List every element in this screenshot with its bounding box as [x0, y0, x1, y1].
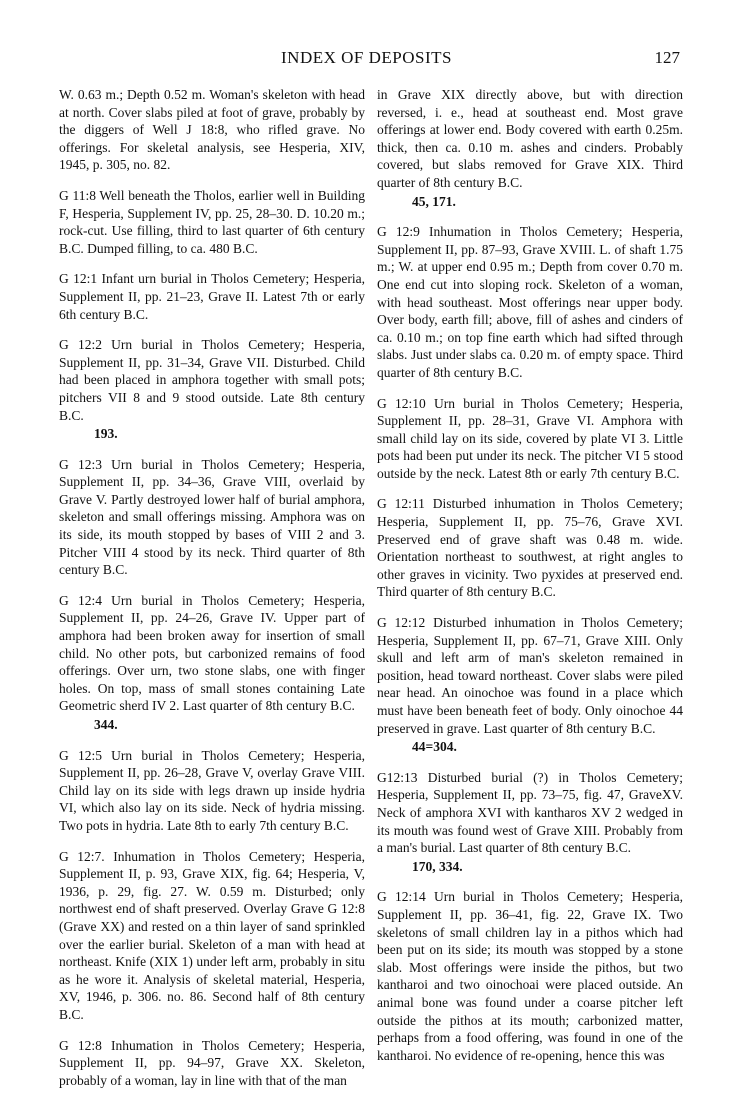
entry-text: G 12:2 Urn burial in Tholos Cemetery; Hesperia, Supplement II, pp. 31–34, Grave VII. Disturbed. Child had been placed in amphora together with small pots; pitchers VII 8 and 9 stood outside. Late 8th century B.C.: [59, 337, 365, 423]
entry-text: G 12:10 Urn burial in Tholos Cemetery; Hesperia, Supplement II, pp. 28–31, Grave VI. Amphora with small child lay on its side, covered by plate VI 3. Little pots had been put under its neck. The pitcher VI 5 stood outside by the neck. Latest 8th or early 7th century B.C.: [377, 395, 683, 481]
entry-text: G 12:4 Urn burial in Tholos Cemetery; Hesperia, Supplement II, pp. 24–26, Grave IV. Upper part of amphora had been broken away for insertion of small child. No other pots, but carbonized remains of food offerings. Over urn, two stone slabs, one with finger holes. On top, mass of small stones containing Late Geometric sherd IV 2. Last quarter of 8th century B.C.: [59, 592, 365, 714]
page-number: 127: [654, 48, 680, 67]
running-header: [0, 48, 733, 72]
deposit-entry: [377, 769, 683, 876]
catalogue-refs: 344.: [94, 717, 118, 732]
deposit-entry: [59, 270, 365, 323]
left-column: [59, 86, 365, 1102]
catalogue-refs: 193.: [94, 426, 118, 442]
deposit-entry: [377, 223, 683, 381]
entry-text: G 12:12 Disturbed inhumation in Tholos Cemetery; Hesperia, Supplement II, pp. 67–71, Grave XIII. Only skull and left arm of man's skeleton remained in position, head toward northeast. Cover slabs were piled near head. An oinochoe was found in a place which must have been beneath feet of body. Only oinochoe 44 preserved in grave. Last quarter of 8th century B.C.: [377, 615, 683, 736]
entry-text: G 12:11 Disturbed inhumation in Tholos Cemetery; Hesperia, Supplement II, pp. 75–76, Grave XVI. Preserved end of grave shaft was 0.48 m. wide. Orientation northeast to southwest, at right angles to other graves in vicinity. Two pyxides at preserved end. Third quarter of 8th century B.C.: [377, 496, 683, 600]
deposit-entry: [59, 86, 365, 174]
deposit-entry: [59, 848, 365, 1024]
entry-text: G 12:14 Urn burial in Tholos Cemetery; Hesperia, Supplement II, pp. 36–41, fig. 22, Grave IX. Two skeletons of small children lay in a pithos which had been put on its side; its mouth was stopped by a stone slab. Most offerings were inside the pithos, but two kantharoi and two oinochoai were placed outside. An animal bone was found under a coarse pitcher left outside the pithos at its mouth; carbonized matter, perhaps from a food offering, was found in one of the kantharoi. No evidence of re-opening, hence this was: [377, 889, 683, 1063]
deposit-entry: [377, 888, 683, 1064]
entry-text: G 12:5 Urn burial in Tholos Cemetery; Hesperia, Supplement II, pp. 26–28, Grave V, overlay Grave VIII. Child lay on its side with legs drawn up inside hydria VI, which also lay on its side. Neck of hydria missing. Two pots in hydria. Late 8th to early 7th century B.C.: [59, 747, 365, 833]
entry-text: G 12:7. Inhumation in Tholos Cemetery; Hesperia, Supplement II, p. 93, Grave XIX, fig. 64; Hesperia, V, 1936, p. 29, fig. 27. W. 0.59 m. Disturbed; only northwest end of shaft preserved. Overlay Grave G 12:8 (Grave XX) and rested on a thin layer of sand sprinkled over the earlier burial. Skeleton of a man with head at northeast. Knife (XIX 1) under left arm, probably in situ as he wore it. Analysis of skeletal material, Hesperia, XV, 1946, p. 306. no. 86. Second half of 8th century B.C.: [59, 848, 365, 1022]
deposit-entry: [59, 592, 365, 734]
deposit-entry: [59, 456, 365, 579]
entry-text: G12:13 Disturbed burial (?) in Tholos Cemetery; Hesperia, Supplement II, pp. 73–75, fig. 47, GraveXV. Neck of amphora XVI with kantharos XV 2 wedged in its mouth was found west of Grave XIII. Probably from a man's burial. Last quarter of 8th century B.C.: [377, 769, 683, 856]
deposit-entry: [59, 1037, 365, 1090]
deposit-entry: [59, 187, 365, 257]
entry-text: G 12:9 Inhumation in Tholos Cemetery; Hesperia, Supplement II, pp. 87–93, Grave XVIII. L. of shaft 1.75 m.; W. at upper end 0.95 m.; Depth from cover 0.70 m. One end cut into sloping rock. Skeleton of a woman, with head southeast. Most offerings near upper body. Over body, earth fill; above, fill of ashes and cinders of ca. 0.10 m.; on top fine earth which had sifted through slabs. Just under slabs ca. 0.20 m. of empty space. Third quarter of 8th century B.C.: [377, 224, 683, 380]
entry-text: G 12:8 Inhumation in Tholos Cemetery; Hesperia, Supplement II, pp. 94–97, Grave XX. Skeleton, probably of a woman, lay in line with that of the man: [59, 1037, 365, 1088]
page-title: INDEX OF DEPOSITS: [281, 48, 452, 67]
deposit-entry: [377, 614, 683, 756]
entry-text: G 11:8 Well beneath the Tholos, earlier well in Building F, Hesperia, Supplement IV, pp. 25, 28–30. D. 10.20 m.; rock-cut. Use filling, third to last quarter of 6th century B.C. Dumped filling, to ca. 480 B.C.: [59, 187, 365, 256]
deposit-entry: [377, 395, 683, 483]
catalogue-refs: 44=304.: [412, 739, 457, 755]
entry-text: in Grave XIX directly above, but with direction reversed, i. e., head at southeast end. Most grave offerings at lower end. Body covered with earth 0.25m. thick, then ca. 0.10 m. ashes and cinders. Probably covered, but slabs removed for Grave XIX. Third quarter of 8th century B.C.: [377, 87, 683, 190]
entry-text: W. 0.63 m.; Depth 0.52 m. Woman's skeleton with head at north. Cover slabs piled at foot of grave, probably by the diggers of Well J 18:8, who rifled grave. No offerings. For skeletal analysis, see Hesperia, XIV, 1945, p. 305, no. 82.: [59, 87, 365, 173]
entry-text: G 12:1 Infant urn burial in Tholos Cemetery; Hesperia, Supplement II, pp. 21–23, Grave II. Latest 7th or early 6th century B.C.: [59, 271, 365, 322]
deposit-entry: [377, 86, 683, 210]
catalogue-refs: 45, 171.: [412, 193, 456, 209]
right-column: [377, 86, 683, 1077]
catalogue-refs: 170, 334.: [412, 858, 463, 874]
deposit-entry: [59, 747, 365, 835]
entry-text: G 12:3 Urn burial in Tholos Cemetery; Hesperia, Supplement II, pp. 34–36, Grave VIII, overlaid by Grave V. Partly destroyed lower half of burial amphora, skeleton and small offerings missing. Amphora was on its side, its mouth stopped by bases of VIII 2 and 3. Pitcher VIII 4 stood by its neck. Third quarter of 8th century B.C.: [59, 456, 365, 578]
deposit-entry: [59, 336, 365, 443]
deposit-entry: [377, 495, 683, 601]
